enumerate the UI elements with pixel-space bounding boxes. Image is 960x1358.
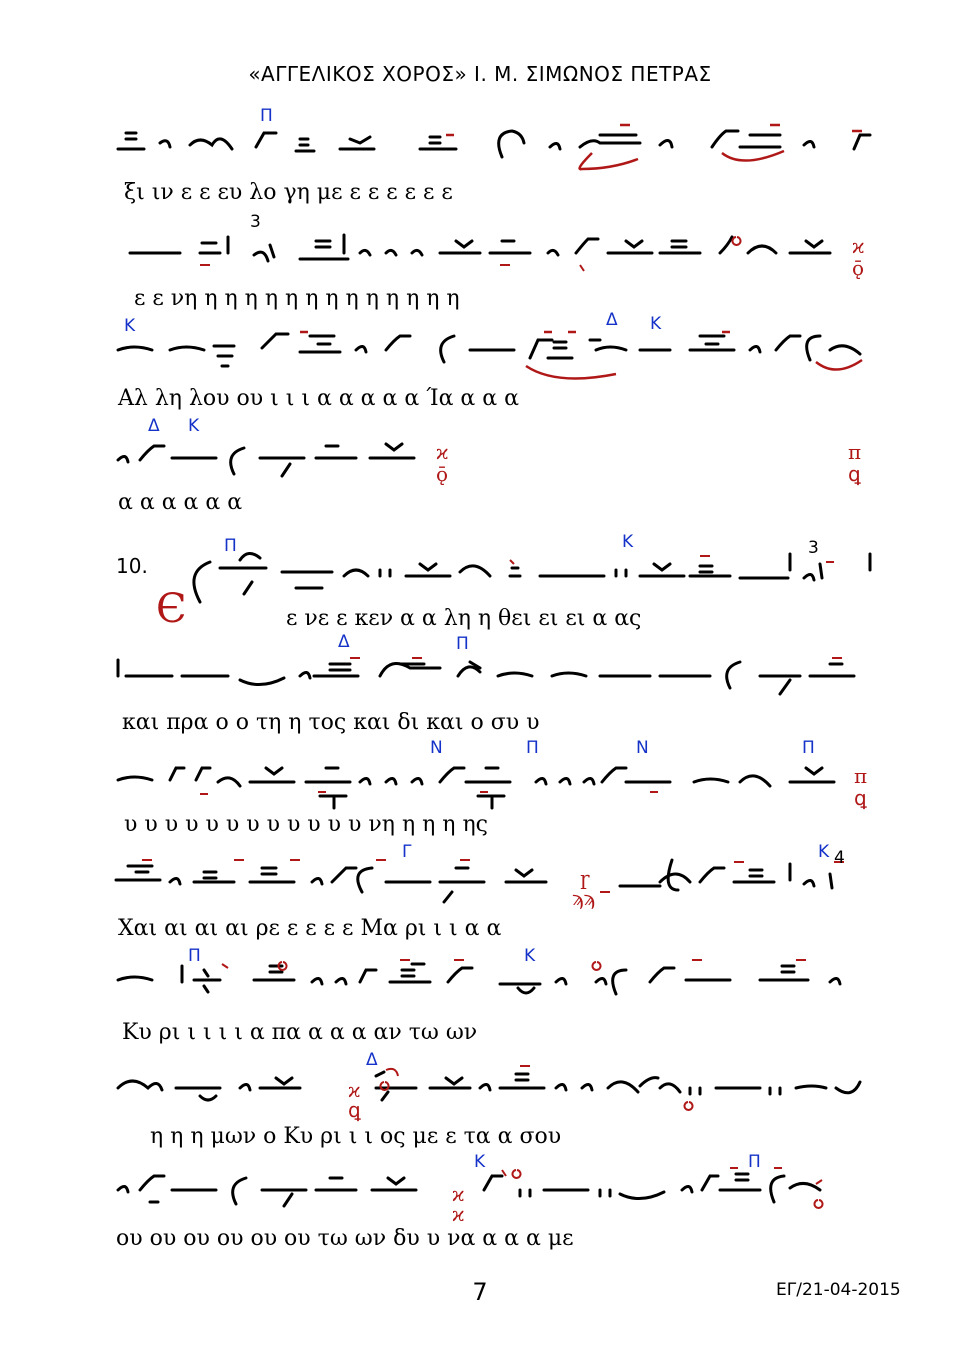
martyria-mark: Κ	[524, 946, 536, 966]
fthora-sign: π	[854, 764, 868, 788]
neume-row-3	[0, 322, 960, 392]
fthora-sign: ꝗ	[848, 462, 861, 486]
lyric-line: Αλ λη λου ου ι ι ι α α α α α Ία α α α	[118, 386, 519, 411]
beat-mark: 3	[808, 538, 819, 558]
lyric-line: Κυ ρι ι ι ι ι α πα α α α αν τω ων	[122, 1020, 478, 1045]
lyric-line: η η η μων ο Κυ ρι ι ι ος με ε τα α σου	[150, 1124, 562, 1149]
fthora-sign: ǭ	[852, 256, 865, 280]
neume-row-8	[0, 852, 960, 922]
martyria-mark: Π	[748, 1152, 761, 1172]
lyric-line: ε ε νη η η η η η η η η η η η η η	[134, 286, 460, 311]
fthora-sign: ꝗ	[348, 1098, 361, 1122]
martyria-mark: Κ	[188, 416, 200, 436]
lyric-line: Χαι αι αι αι ρε ε ε ε ε Μα ρι ι ι α α	[118, 916, 502, 941]
neume-row-4	[0, 430, 960, 490]
fthora-sign: ϡϡ	[572, 886, 596, 910]
initial-letter: Є	[156, 586, 187, 632]
fthora-sign: ϰ	[852, 234, 865, 258]
fthora-sign: ɼ	[580, 866, 590, 890]
martyria-mark: Δ	[366, 1050, 378, 1070]
footer-code: ΕΓ/21-04-2015	[776, 1280, 901, 1300]
martyria-mark: Π	[260, 106, 273, 126]
martyria-mark: Δ	[148, 416, 160, 436]
martyria-mark: Π	[224, 536, 237, 556]
page-header: «ΑΓΓΕΛΙΚΟΣ ΧΟΡΟΣ» Ι. Μ. ΣΙΜΩΝΟΣ ΠΕΤΡΑΣ	[248, 62, 712, 86]
lyric-line: ξι ιν ε ε ευ λο γη με ε ε ε ε ε ε	[124, 180, 453, 205]
martyria-mark: Δ	[338, 632, 350, 652]
martyria-mark: Π	[456, 634, 469, 654]
martyria-mark: Κ	[622, 532, 634, 552]
martyria-mark: Π	[526, 738, 539, 758]
fthora-sign: ϰ	[452, 1202, 465, 1226]
martyria-mark: Π	[188, 946, 201, 966]
neume-row-9	[0, 952, 960, 1022]
martyria-mark: Κ	[650, 314, 662, 334]
lyric-line: ε νε ε κεν α α λη η θει ει ει α ας	[286, 606, 642, 631]
neume-row-2	[0, 225, 960, 295]
lyric-line: ου ου ου ου ου ου τω ων δυ υ να α α α με	[116, 1226, 574, 1251]
beat-mark: 3	[250, 212, 261, 232]
martyria-mark: Κ	[124, 316, 136, 336]
fthora-sign: ϰ	[452, 1182, 465, 1206]
martyria-mark: Ν	[430, 738, 443, 758]
martyria-mark: Π	[802, 738, 815, 758]
martyria-mark: Δ	[606, 310, 618, 330]
neume-row-1	[0, 105, 960, 175]
fthora-sign: ꝗ	[854, 786, 867, 810]
fthora-sign: ϰ	[348, 1078, 361, 1102]
martyria-mark: Γ	[402, 842, 412, 862]
beat-mark: 4	[834, 848, 845, 868]
neume-row-6	[0, 648, 960, 718]
martyria-mark: Κ	[818, 842, 830, 862]
fthora-sign: ϰ	[436, 440, 449, 464]
lyric-line: και πρα ο ο τη η τος και δι και ο συ υ	[122, 710, 540, 735]
page-number: 7	[472, 1278, 488, 1306]
lyric-line: α α α α α α	[118, 490, 243, 515]
martyria-mark: Ν	[636, 738, 649, 758]
fthora-sign: π	[848, 440, 862, 464]
lyric-line: υ υ υ υ υ υ υ υ υ υ υ υ νη η η η ης	[124, 812, 488, 837]
fthora-sign: ǭ	[436, 462, 449, 486]
section-number: 10.	[116, 554, 148, 578]
martyria-mark: Κ	[474, 1152, 486, 1172]
